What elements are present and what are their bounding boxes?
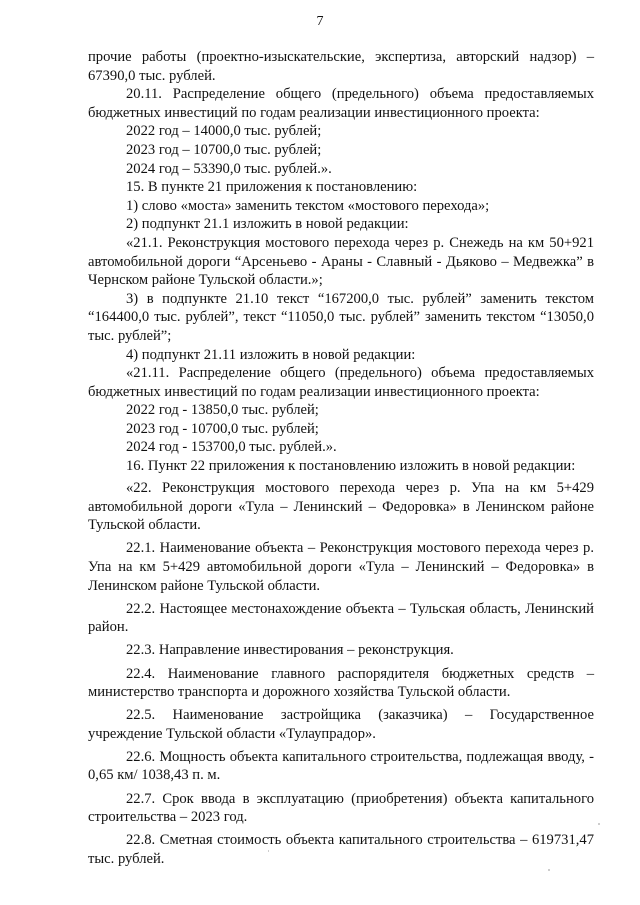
paragraph: 2023 год - 10700,0 тыс. рублей; xyxy=(126,420,319,437)
paragraph: прочие работы (проектно-изыскательские, экспертиза, авторский надзор) – 67390,0 тыс. рублей. xyxy=(88,49,594,84)
paragraph: 2022 год – 14000,0 тыс. рублей; xyxy=(126,123,322,140)
paragraph: 22.1. Наименование объекта – Реконструкция мостового перехода через р. Упа на км 5+429 автомобильной дороги «Тула – Ленинский – Федоровка» в Ленинском районе Тульской области. xyxy=(88,540,594,594)
document-body xyxy=(88,48,594,868)
paragraph: 2023 год – 10700,0 тыс. рублей; xyxy=(126,141,322,158)
paragraph: 2024 год – 53390,0 тыс. рублей.». xyxy=(126,160,332,177)
paragraph: 22.2. Настоящее местонахождение объекта – Тульская область, Ленинский район. xyxy=(88,600,594,636)
paragraph: 4) подпункт 21.11 изложить в новой редакции: xyxy=(126,346,416,363)
paragraph: 22.7. Срок ввода в эксплуатацию (приобретения) объекта капитального строительства – 2023 год. xyxy=(88,790,594,826)
paragraph: 15. В пункте 21 приложения к постановлению: xyxy=(126,179,418,196)
paragraph: «22. Реконструкция мостового перехода через р. Упа на км 5+429 автомобильной дороги «Тула – Ленинский – Федоровка» в Ленинском районе Тульской области. xyxy=(88,480,594,534)
paragraph: 3) в подпункте 21.10 текст “167200,0 тыс. рублей” заменить текстом “164400,0 тыс. рублей”, текст “11050,0 тыс. рублей” заменить текстом “13050,0 тыс. рублей”; xyxy=(88,290,594,344)
paragraph: 2) подпункт 21.1 изложить в новой редакции: xyxy=(126,216,409,233)
paragraph: 22.8. Сметная стоимость объекта капитального строительства – 619731,47 тыс. рублей. xyxy=(88,832,594,867)
paragraph: 22.5. Наименование застройщика (заказчика) – Государственное учреждение Тульской области «Тулаупрадор». xyxy=(88,707,594,742)
paragraph: 22.6. Мощность объекта капитального строительства, подлежащая вводу, - 0,65 км/ 1038,43 п. м. xyxy=(88,748,594,784)
paragraph: 16. Пункт 22 приложения к постановлению изложить в новой редакции: xyxy=(126,458,576,475)
paragraph: 2024 год - 153700,0 тыс. рублей.». xyxy=(126,439,337,456)
page-number: 7 xyxy=(316,14,324,29)
scan-speck xyxy=(268,850,269,852)
paragraph: 22.4. Наименование главного распорядителя бюджетных средств – министерство транспорта и дорожного хозяйства Тульской области. xyxy=(88,665,594,701)
scan-speck xyxy=(598,823,600,825)
paragraph: «21.1. Реконструкция мостового перехода через р. Снежедь на км 50+921 автомобильной дороги “Арсеньево - Араны - Славный - Дьяково – Медвежка” в Чернском районе Тульской области.»; xyxy=(88,234,594,289)
paragraph: «21.11. Распределение общего (предельного) объема предоставляемых бюджетных инвестиций по годам реализации инвестиционного проекта: xyxy=(88,365,594,400)
paragraph: 2022 год - 13850,0 тыс. рублей; xyxy=(126,402,319,419)
paragraph: 1) слово «моста» заменить текстом «мостового перехода»; xyxy=(126,197,490,214)
paragraph: 20.11. Распределение общего (предельного) объема предоставляемых бюджетных инвестиций по годам реализации инвестиционного проекта: xyxy=(88,86,594,121)
scan-speck xyxy=(548,869,550,871)
paragraph: 22.3. Направление инвестирования – реконструкция. xyxy=(126,642,454,659)
